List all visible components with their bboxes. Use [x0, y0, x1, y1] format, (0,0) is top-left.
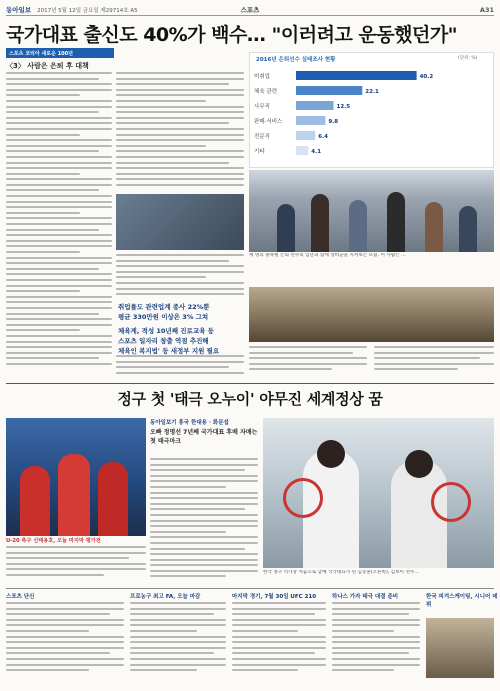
story2-deck: 오빠 정명선 7년째 국가대표 후배 자매는 첫 태극마크: [150, 429, 258, 445]
brief-body: [6, 602, 124, 682]
pull-quote: [118, 302, 244, 356]
article-body-col2: [116, 72, 244, 190]
pull-quote-line: 평균 330만원 이상은 3% 그쳐: [118, 313, 209, 321]
value-label: 40.2: [419, 74, 434, 80]
category-label: 미취업: [254, 74, 270, 80]
series-subhead: 〈3〉 사람은 은퇴 후 대책: [6, 62, 89, 70]
training-photo: [249, 287, 494, 342]
category-label: 판매·서비스: [254, 119, 283, 125]
bar-chart: [252, 64, 492, 166]
value-label: 12.5: [336, 104, 351, 110]
newspaper-logo: 동아일보: [6, 6, 32, 14]
photo-caption: 세 명의 종목별 은퇴 선수의 입단과 함께 상비군을 지켜보는 모습. 이 사람은 …: [249, 253, 406, 258]
soccer-photo-caption: U-20 축구 신태용호, 오늘 마지막 평가전: [6, 538, 101, 544]
brief-title: 마지막 경기, 7월 30일 UFC 210: [232, 594, 317, 600]
article-body-col2c: [116, 355, 244, 379]
brief-body: [130, 602, 226, 682]
soccer-brief-body: [6, 546, 146, 584]
second-headline: 정구 첫 '태극 오누이' 야무진 세계정상 꿈: [117, 390, 383, 408]
skater-photo: [426, 618, 494, 678]
chart-unit: (단위: %): [458, 56, 478, 61]
value-label: 22.1: [365, 89, 379, 95]
section-divider: [6, 383, 494, 384]
article-body-col4: [374, 346, 494, 380]
issue-date: 2017년 5월 12일 금요일 제29714호 A5: [37, 7, 138, 14]
series-kicker: [6, 48, 114, 58]
value-label: 4.1: [311, 149, 322, 155]
pull-quote-line: 체육인 복지법' 등 새정부 지원 필요: [118, 347, 220, 355]
retired-athletes-photo: [249, 170, 494, 252]
series-kicker-label: 스포츠 코리아 새로운 100년: [9, 50, 73, 57]
article-body-col1: [6, 72, 112, 377]
bar: [296, 86, 362, 95]
soft-tennis-siblings-photo: [263, 418, 494, 568]
brief-title: 프로농구 최고 FA, 오늘 마감: [130, 594, 201, 600]
pull-quote-line: 체육계, 적성 10년째 진로교육 등: [118, 327, 214, 335]
brief-body: [232, 602, 326, 682]
article-body-col3: [249, 346, 367, 380]
story2-kicker: 동아일보기 흥국 한대용 · 화문섭: [150, 420, 229, 426]
main-headline: 국가대표 출신도 40%가 백수… "이러려고 운동했던가": [6, 24, 458, 46]
pull-quote-line: 스포츠 일자리 창출 역점 추진해: [118, 337, 209, 345]
bar: [296, 131, 315, 140]
masthead: [6, 4, 494, 16]
section-name: 스포츠: [240, 6, 260, 14]
bar: [296, 101, 334, 110]
category-label: 체육 관련: [254, 89, 278, 95]
bar: [296, 146, 308, 155]
soccer-team-photo: [6, 418, 146, 536]
category-label: 기타: [254, 149, 265, 155]
story2-body: [150, 458, 258, 584]
value-label: 9.8: [328, 119, 339, 125]
category-label: 전문직: [254, 134, 270, 140]
brief-title: 스포츠 단신: [6, 594, 35, 600]
brief-body: [332, 602, 420, 682]
brief-title: 한국 피겨스케이팅, 시니어 데뷔: [426, 594, 498, 608]
athlete-photo: [116, 194, 244, 250]
chart-title: 2016년 은퇴선수 실태조사 현황: [256, 57, 336, 63]
tennis-photo-caption: 한국 정구 역사상 처음으로 남매 국가대표가 된 김동훈(오른쪽), 김보미 선수…: [263, 570, 419, 575]
value-label: 6.4: [318, 134, 328, 140]
article-body-col2b: [116, 254, 244, 298]
bar: [296, 116, 325, 125]
pull-quote-line: 취업률도 관련업계 종사 22%뿐: [118, 303, 210, 311]
category-label: 사무직: [254, 104, 270, 110]
brief-title: 하나스 가자 태극 대결 준비: [332, 594, 399, 600]
bar: [296, 71, 417, 80]
page-number: A31: [479, 5, 494, 14]
